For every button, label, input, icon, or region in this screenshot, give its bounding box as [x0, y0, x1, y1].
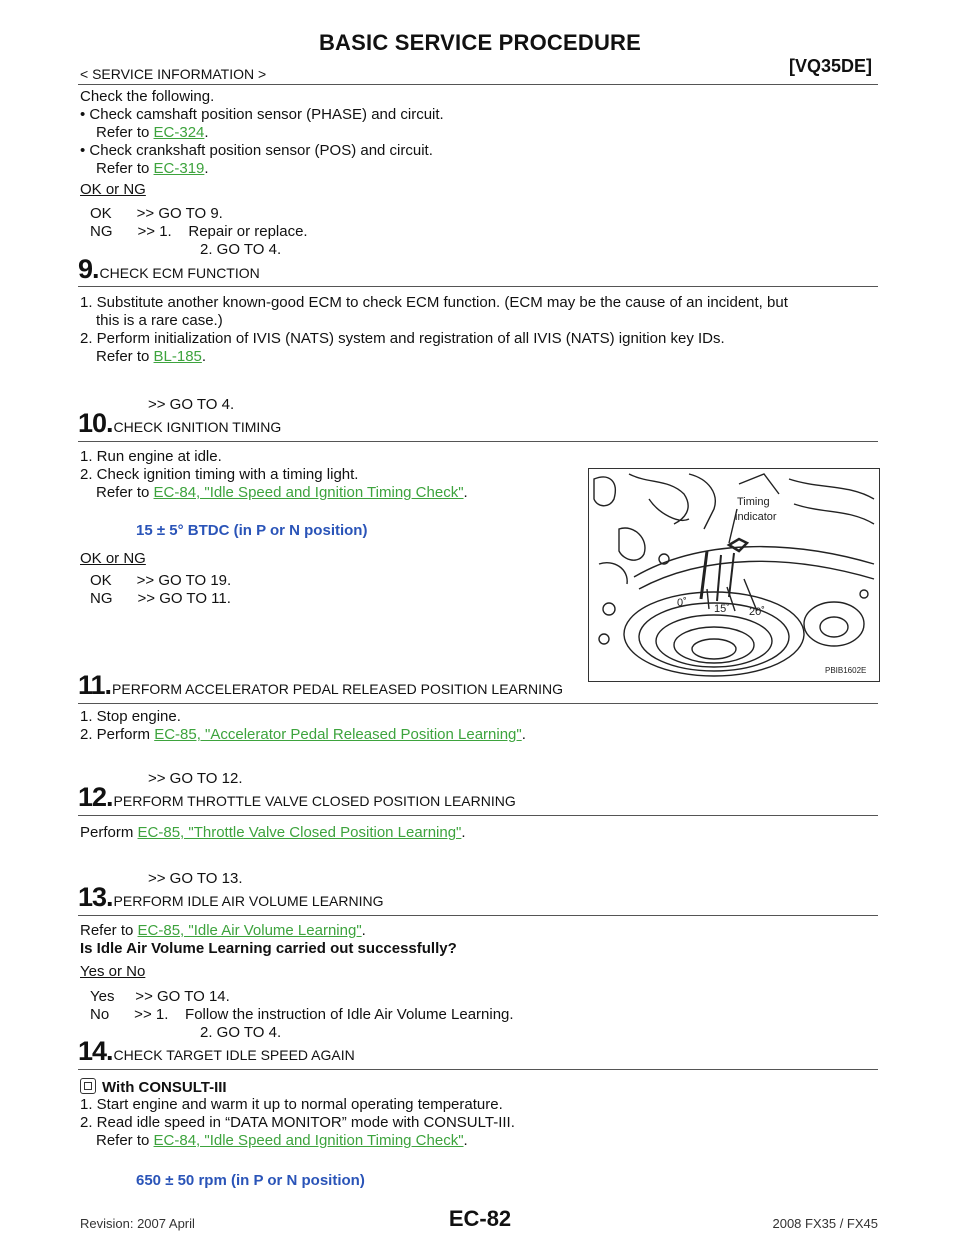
step-9-rule: [78, 286, 878, 287]
step-11-heading: 11.PERFORM ACCELERATOR PEDAL RELEASED POSITION LEARNING: [78, 670, 564, 700]
link-ec-85-idle-air[interactable]: EC-85, "Idle Air Volume Learning": [137, 922, 362, 939]
check-item-2: • Check crankshaft position sensor (POS) and circuit.: [80, 142, 433, 159]
step-9-ref: Refer to BL-185.: [96, 348, 207, 365]
page-title: BASIC SERVICE PROCEDURE: [318, 30, 642, 55]
step-11-item-2: 2. Perform EC-85, "Accelerator Pedal Released Position Learning".: [80, 726, 526, 743]
label-indicator: indicator: [735, 511, 777, 523]
ok-ng-label: OK or NG: [80, 181, 146, 198]
timing-indicator-figure: [588, 468, 880, 682]
check-item-2-ref: Refer to EC-319.: [96, 160, 209, 177]
link-ec-85-accel[interactable]: EC-85, "Accelerator Pedal Released Position Learning": [154, 726, 522, 743]
step-9-item-2: 2. Perform initialization of IVIS (NATS) system and registration of all IVIS (NATS) ignition key IDs.: [80, 330, 725, 347]
link-ec-84-idle[interactable]: EC-84, "Idle Speed and Ignition Timing Check": [153, 1132, 464, 1149]
step-11-goto: >> GO TO 12.: [148, 770, 243, 787]
step-10-rule: [78, 441, 878, 442]
section-label: < SERVICE INFORMATION >: [80, 66, 267, 82]
step-13-question: Is Idle Air Volume Learning carried out successfully?: [80, 940, 457, 957]
step-12-rule: [78, 815, 878, 816]
step-11-item-1: 1. Stop engine.: [80, 708, 181, 725]
link-ec-319[interactable]: EC-319: [153, 160, 205, 177]
step-9-heading: 9.CHECK ECM FUNCTION: [78, 254, 260, 284]
model-label: 2008 FX35 / FX45: [772, 1216, 878, 1231]
step-13-item-1: Refer to EC-85, "Idle Air Volume Learning".: [80, 922, 366, 939]
step-10-item-2: 2. Check ignition timing with a timing light.: [80, 466, 359, 483]
no-result: No >> 1. Follow the instruction of Idle Air Volume Learning.: [90, 1006, 514, 1023]
figure-code: PBIB1602E: [825, 666, 867, 675]
link-ec-324[interactable]: EC-324: [153, 124, 205, 141]
step-14-rule: [78, 1069, 878, 1070]
step-14-heading: 14.CHECK TARGET IDLE SPEED AGAIN: [78, 1036, 355, 1066]
step-10-ref: Refer to EC-84, "Idle Speed and Ignition Timing Check".: [96, 484, 468, 501]
header-rule: [78, 84, 878, 85]
link-ec-84-timing[interactable]: EC-84, "Idle Speed and Ignition Timing Check": [153, 484, 464, 501]
ok-result: OK >> GO TO 9.: [90, 205, 223, 222]
mark-15-deg: 15˚: [714, 603, 730, 615]
step-12-heading: 12.PERFORM THROTTLE VALVE CLOSED POSITION LEARNING: [78, 782, 516, 812]
step-14-ref: Refer to EC-84, "Idle Speed and Ignition Timing Check".: [96, 1132, 468, 1149]
ng-result: NG >> 1. Repair or replace.: [90, 223, 308, 240]
step-12-item-1: Perform EC-85, "Throttle Valve Closed Position Learning".: [80, 824, 466, 841]
page-number: EC-82: [448, 1206, 512, 1231]
check-item-1-ref: Refer to EC-324.: [96, 124, 209, 141]
with-consult-label: With CONSULT-III: [80, 1078, 227, 1097]
step-9-item-1: 1. Substitute another known-good ECM to check ECM function. (ECM may be the cause of an incident, but: [80, 294, 788, 311]
mark-20-deg: 20˚: [749, 606, 765, 618]
ok-ng-label-10: OK or NG: [80, 550, 146, 567]
step-11-rule: [78, 703, 878, 704]
step-10-item-1: 1. Run engine at idle.: [80, 448, 222, 465]
step-9-item-1b: this is a rare case.): [96, 312, 223, 329]
ng-result-10: NG >> GO TO 11.: [90, 590, 231, 607]
intro-text: Check the following.: [80, 88, 215, 105]
ok-result-10: OK >> GO TO 19.: [90, 572, 232, 589]
engine-code: [VQ35DE]: [788, 56, 872, 76]
step-13-rule: [78, 915, 878, 916]
mark-0-deg: 0˚: [677, 597, 687, 609]
step-10-heading: 10.CHECK IGNITION TIMING: [78, 408, 282, 438]
yes-no-label: Yes or No: [80, 963, 146, 980]
label-timing: Timing: [737, 496, 770, 508]
step-14-item-2: 2. Read idle speed in “DATA MONITOR” mode with CONSULT-III.: [80, 1114, 515, 1131]
yes-result: Yes >> GO TO 14.: [90, 988, 230, 1005]
idle-speed-spec: 650 ± 50 rpm (in P or N position): [136, 1172, 365, 1189]
step-13-heading: 13.PERFORM IDLE AIR VOLUME LEARNING: [78, 882, 384, 912]
step-9-goto: >> GO TO 4.: [148, 396, 235, 413]
step-14-item-1: 1. Start engine and warm it up to normal operating temperature.: [80, 1096, 503, 1113]
ng-result-2: 2. GO TO 4.: [200, 241, 282, 258]
no-result-2: 2. GO TO 4.: [200, 1024, 282, 1041]
revision-label: Revision: 2007 April: [80, 1216, 195, 1231]
engine-pulley-illustration: [589, 469, 879, 681]
link-bl-185[interactable]: BL-185: [153, 348, 202, 365]
consult-icon: [80, 1078, 96, 1094]
link-ec-85-throttle[interactable]: EC-85, "Throttle Valve Closed Position Learning": [137, 824, 462, 841]
ignition-timing-spec: 15 ± 5° BTDC (in P or N position): [136, 522, 368, 539]
check-item-1: • Check camshaft position sensor (PHASE) and circuit.: [80, 106, 444, 123]
step-12-goto: >> GO TO 13.: [148, 870, 243, 887]
